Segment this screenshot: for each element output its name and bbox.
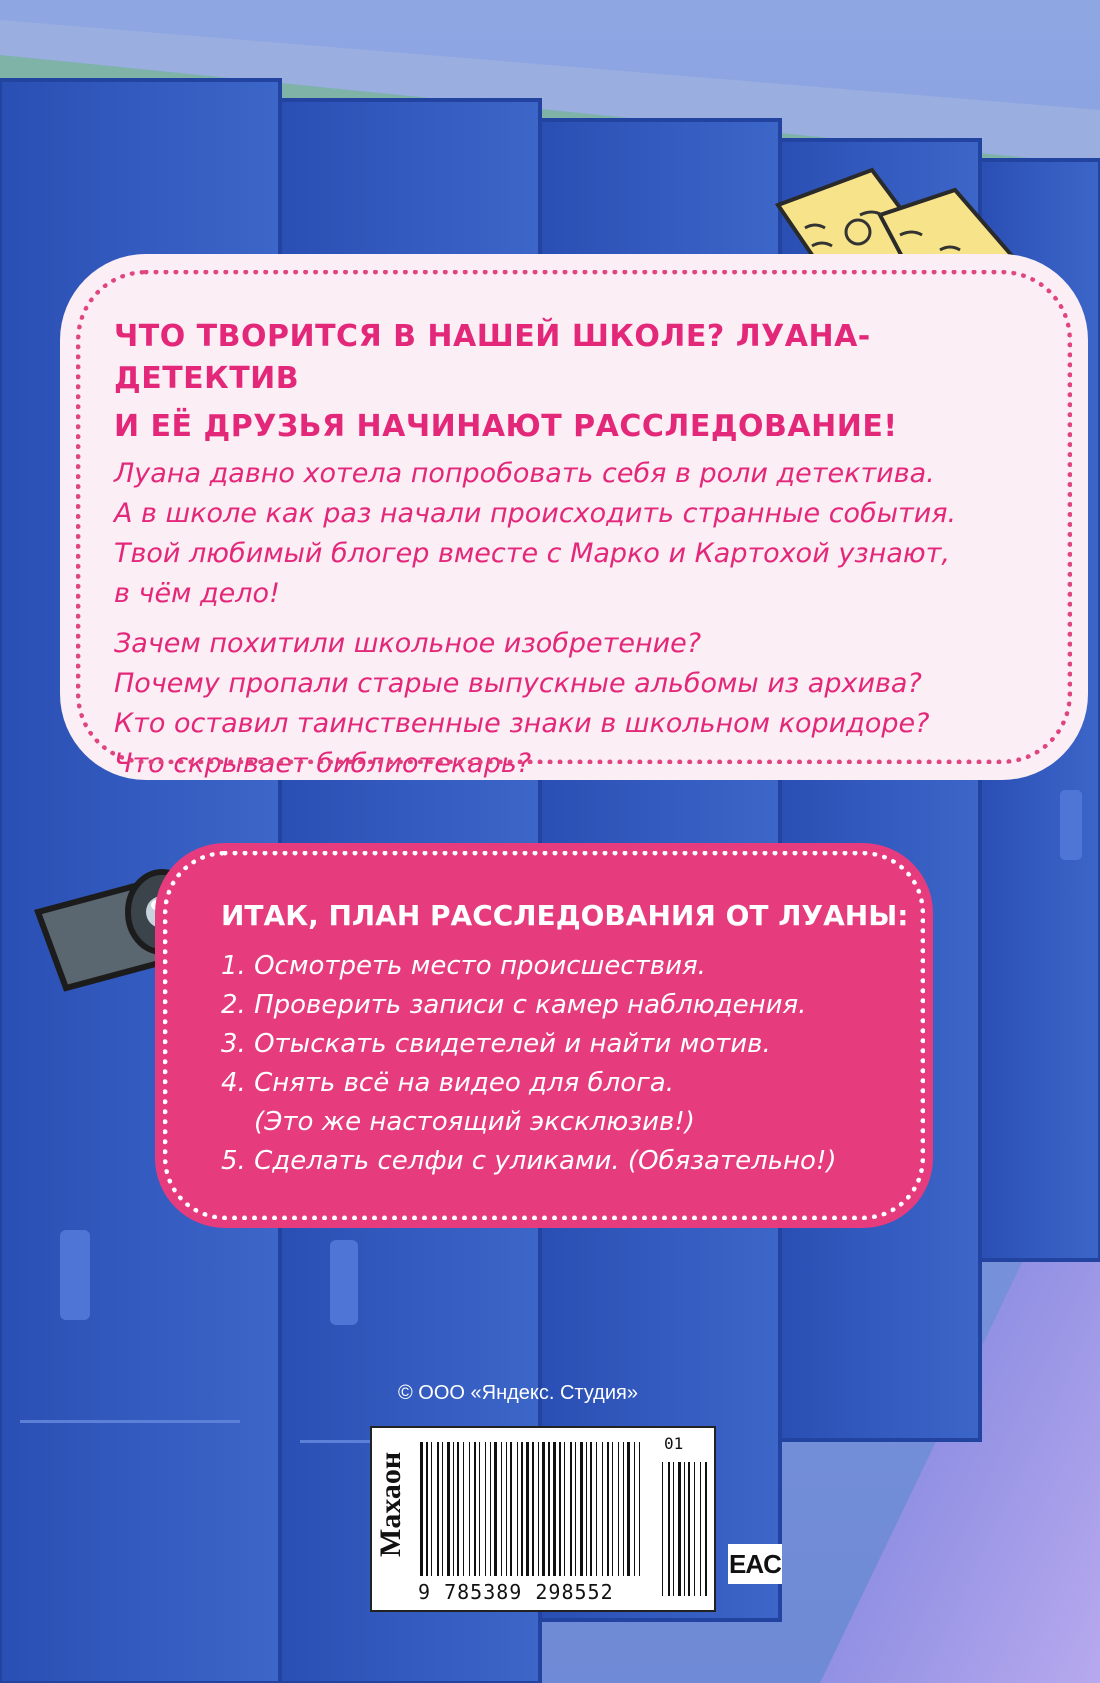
intro-line: А в школе как раз начали происходить странные события. xyxy=(114,498,957,529)
barcode-bar xyxy=(457,1442,459,1576)
barcode-bar xyxy=(538,1442,539,1576)
barcode-bar xyxy=(479,1442,480,1576)
barcode-addon-bar xyxy=(678,1462,681,1596)
barcode-addon-bar xyxy=(662,1462,663,1596)
barcode-bar xyxy=(602,1442,603,1576)
barcode-bar xyxy=(612,1442,613,1576)
isbn-digits: 9 785389 298552 xyxy=(418,1580,614,1604)
plan-item: 5. Сделать селфи с уликами. (Обязательно!) xyxy=(221,1146,837,1176)
plan-panel xyxy=(155,843,933,1228)
barcode-bar xyxy=(618,1442,619,1576)
plan-item: 2. Проверить записи с камер наблюдения. xyxy=(221,990,807,1020)
plan-item: (Это же настоящий эксклюзив!) xyxy=(221,1107,695,1137)
intro-heading-line2: И ЕЁ ДРУЗЬЯ НАЧИНАЮТ РАССЛЕДОВАНИЕ! xyxy=(114,409,898,444)
barcode-addon: 01 xyxy=(664,1434,684,1453)
eac-mark: EAC xyxy=(728,1544,782,1584)
barcode-bar xyxy=(596,1442,597,1576)
barcode-bar xyxy=(453,1442,454,1576)
barcode-bar xyxy=(517,1442,518,1576)
barcode-bar xyxy=(501,1442,502,1576)
barcode-bar xyxy=(532,1442,534,1576)
intro-line: Луана давно хотела попробовать себя в роли детектива. xyxy=(114,458,935,489)
barcode-bar xyxy=(442,1442,443,1576)
question-line: Почему пропали старые выпускные альбомы из архива? xyxy=(114,668,922,699)
barcode-bar xyxy=(469,1442,470,1576)
question-line: Зачем похитили школьное изобретение? xyxy=(114,628,702,659)
barcode-bar xyxy=(553,1442,556,1576)
barcode-bar xyxy=(586,1442,587,1576)
publisher-name: Махаон xyxy=(374,1451,407,1557)
barcode-addon-bar xyxy=(688,1462,690,1596)
barcode-bar xyxy=(494,1442,497,1576)
barcode-bar xyxy=(474,1442,476,1576)
barcode-addon-bar xyxy=(700,1462,701,1596)
barcode-bar xyxy=(590,1442,592,1576)
question-line: Что скрывает библиотекарь? xyxy=(114,748,532,779)
barcode-bar xyxy=(580,1442,583,1576)
barcode-bar xyxy=(485,1442,486,1576)
barcode-bar xyxy=(639,1442,640,1576)
barcode-bar xyxy=(564,1442,565,1576)
barcode-bar xyxy=(463,1442,464,1576)
barcode-addon-bar xyxy=(705,1462,707,1596)
barcode-bar xyxy=(526,1442,529,1576)
barcode-bar xyxy=(623,1442,624,1576)
barcode-bar xyxy=(521,1442,523,1576)
barcode-bar xyxy=(607,1442,609,1576)
question-line: Кто оставил таинственные знаки в школьном коридоре? xyxy=(114,708,930,739)
plan-item: 4. Снять всё на видео для блога. xyxy=(221,1068,674,1098)
barcode-bar xyxy=(447,1442,450,1576)
copyright-text: © ООО «Яндекс. Студия» xyxy=(398,1382,638,1404)
intro-panel xyxy=(68,262,1080,779)
barcode-addon-bar xyxy=(694,1462,695,1596)
barcode-bar xyxy=(437,1442,439,1576)
barcode-bar xyxy=(420,1442,423,1576)
barcode-bar xyxy=(634,1442,635,1576)
barcode-bar xyxy=(542,1442,545,1576)
barcode-bar xyxy=(559,1442,561,1576)
plan-item: 3. Отыскать свидетелей и найти мотив. xyxy=(221,1029,771,1059)
barcode-addon-bar xyxy=(684,1462,685,1596)
barcode-bar xyxy=(575,1442,576,1576)
plan-heading: ИТАК, ПЛАН РАССЛЕДОВАНИЯ ОТ ЛУАНЫ: xyxy=(221,899,909,932)
intro-line: в чём дело! xyxy=(114,578,280,609)
barcode-bar xyxy=(490,1442,491,1576)
barcode-bar xyxy=(570,1442,572,1576)
barcode-bar xyxy=(510,1442,512,1576)
intro-line: Твой любимый блогер вместе с Марко и Картохой узнают, xyxy=(114,538,950,569)
plan-item: 1. Осмотреть место происшествия. xyxy=(221,951,706,981)
barcode-bar xyxy=(506,1442,507,1576)
intro-heading-line1: ЧТО ТВОРИТСЯ В НАШЕЙ ШКОЛЕ? ЛУАНА-ДЕТЕКТИВ xyxy=(114,319,871,396)
barcode-addon-bar xyxy=(668,1462,670,1596)
barcode-bar xyxy=(431,1442,432,1576)
barcode-bar xyxy=(548,1442,550,1576)
barcode-bar xyxy=(426,1442,428,1576)
barcode-bar xyxy=(627,1442,630,1576)
barcode-addon-bar xyxy=(673,1462,674,1596)
